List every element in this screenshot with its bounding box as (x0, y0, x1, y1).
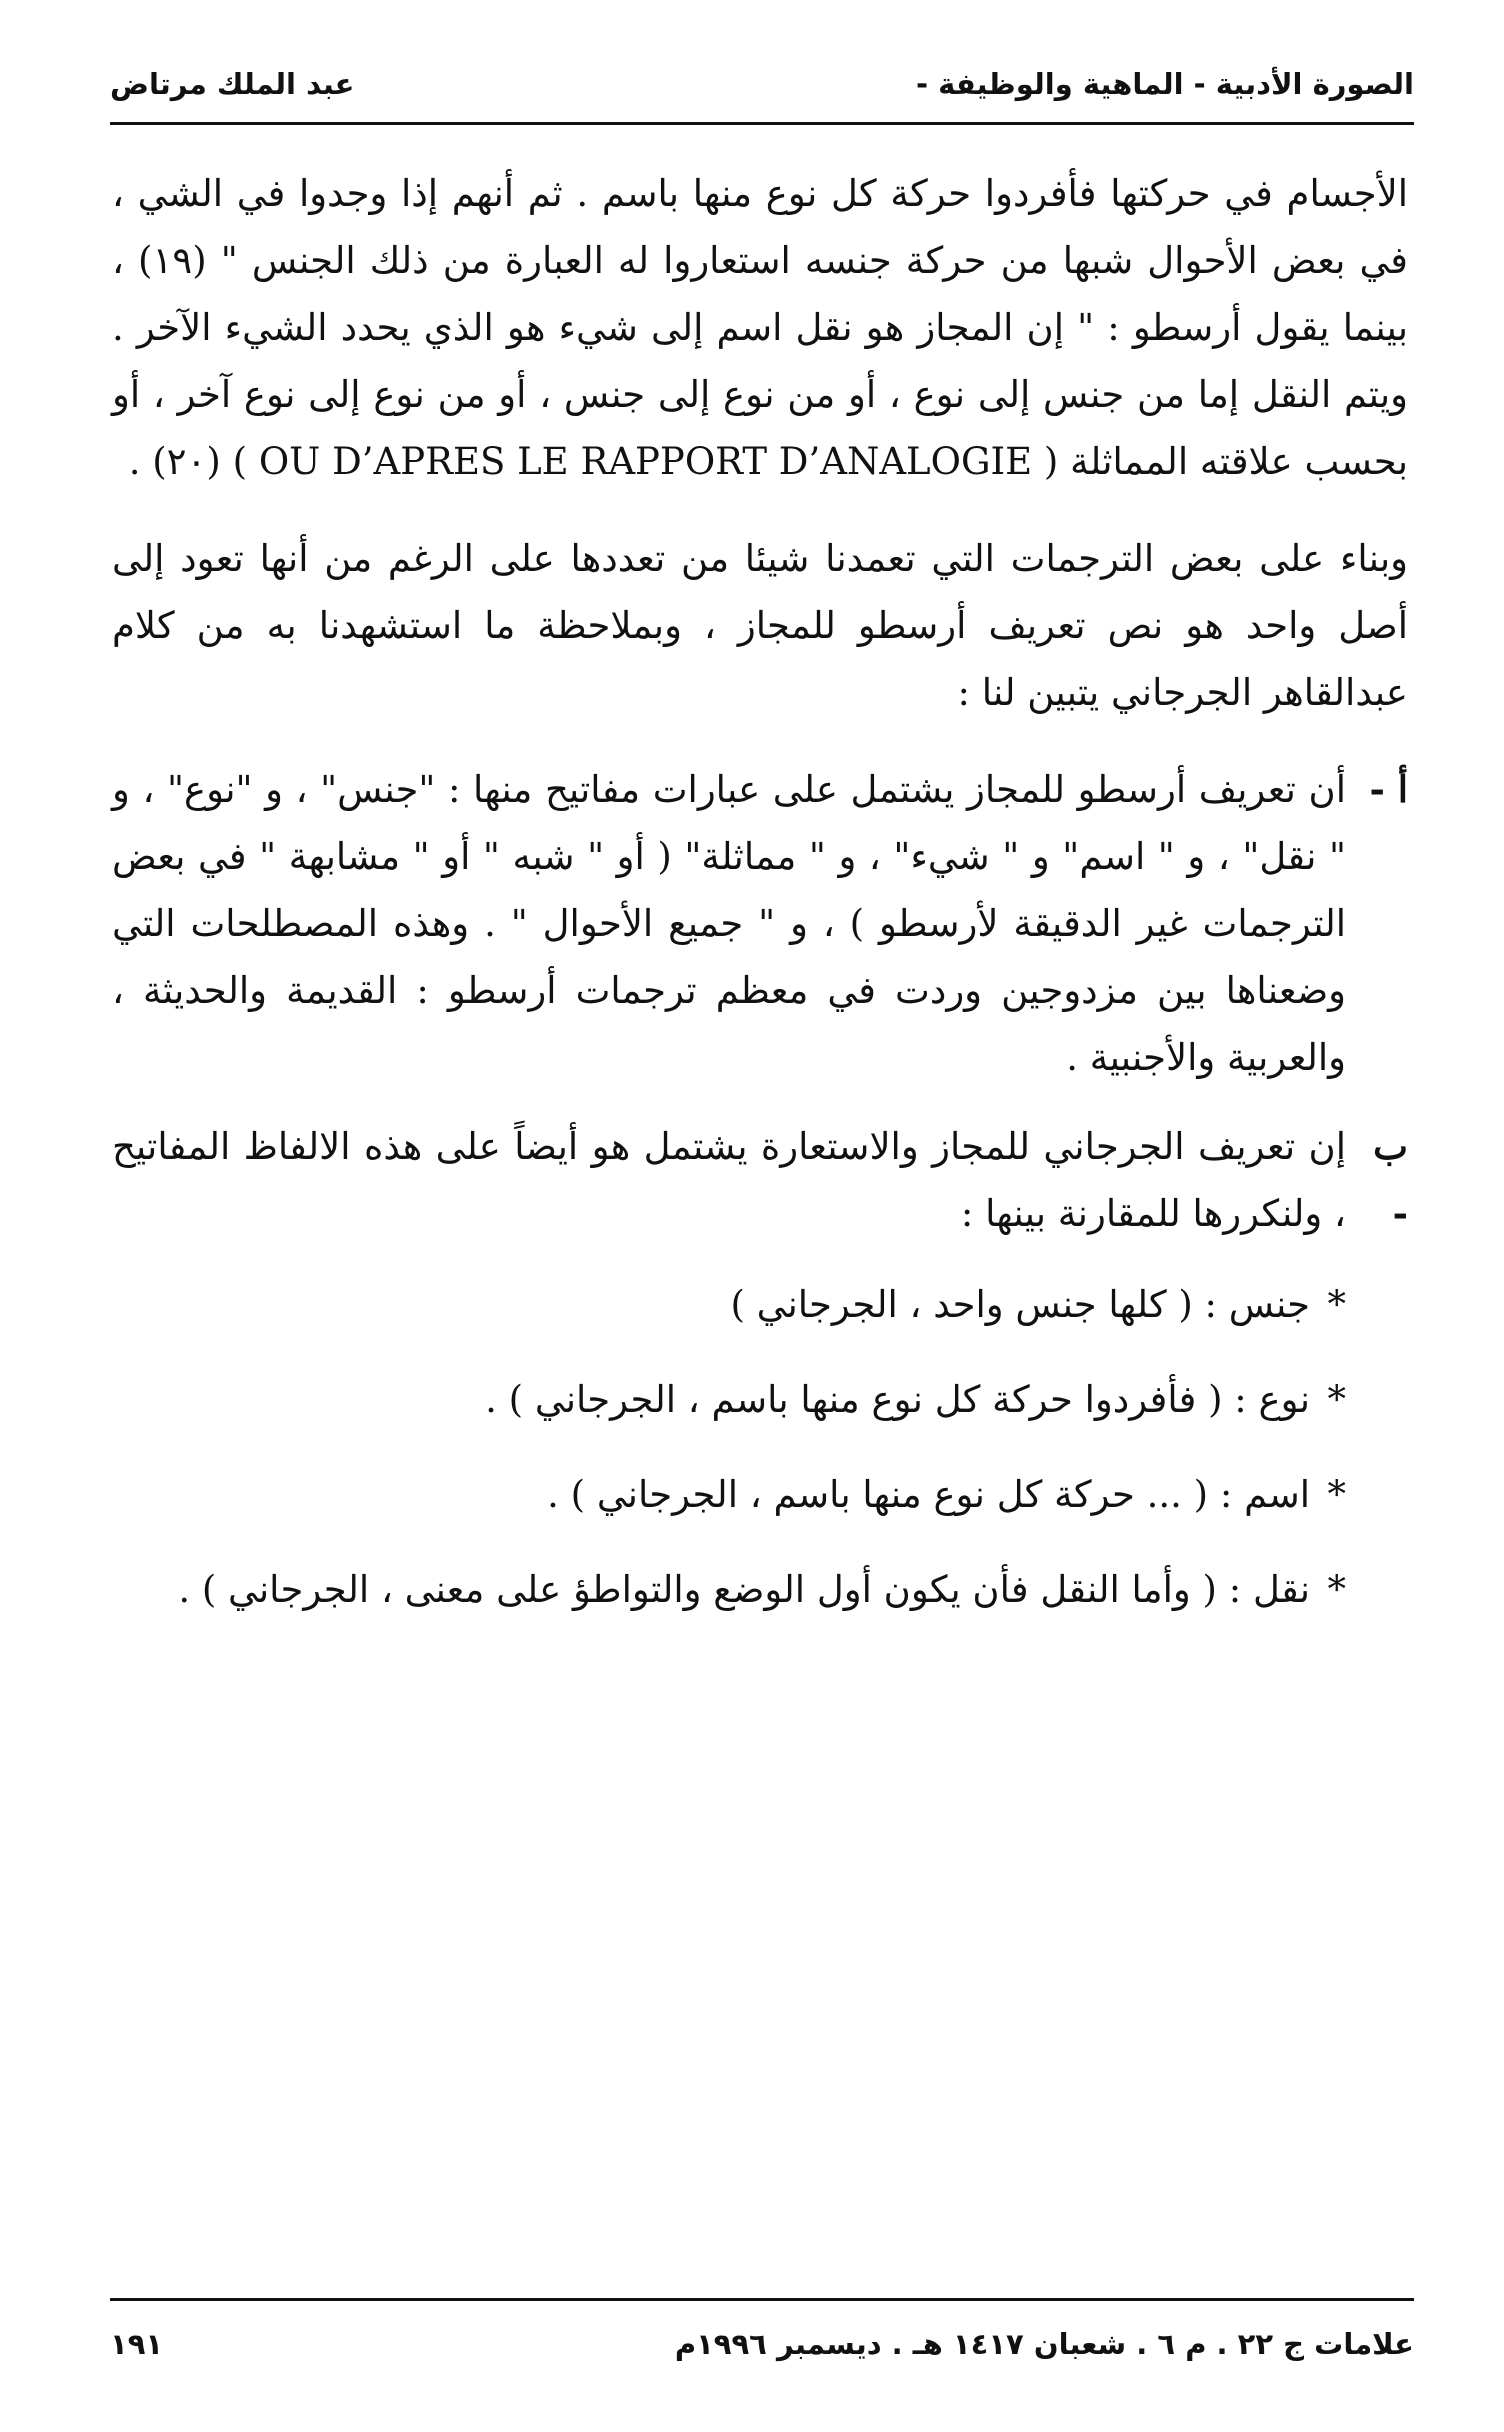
page-body (112, 160, 1408, 1651)
bullet-star: * (1327, 1283, 1346, 1326)
bullet-text: نقل : ( وأما النقل فأن يكون أول الوضع والتواطؤ على معنى ، الجرجاني ) . (178, 1568, 1310, 1611)
bullet-text: نوع : ( فأفردوا حركة كل نوع منها باسم ، الجرجاني ) . (485, 1378, 1310, 1421)
page-number: ١٩١ (110, 2327, 164, 2361)
paragraph-1-footnote-ref: (٢٠) . (128, 440, 221, 483)
bullet-item (112, 1271, 1346, 1338)
list-item-b (112, 1113, 1408, 1247)
running-footer (110, 2318, 1414, 2370)
footer-rule (110, 2298, 1414, 2301)
running-header (110, 58, 1414, 110)
journal-citation: علامات ج ٢٢ . م ٦ . شعبان ١٤١٧ هـ . ديسمبر ١٩٩٦م (674, 2327, 1414, 2361)
header-rule (110, 122, 1414, 125)
bullet-star: * (1327, 1378, 1346, 1421)
bullet-text: جنس : ( كلها جنس واحد ، الجرجاني ) (730, 1283, 1310, 1326)
bullet-star: * (1327, 1473, 1346, 1516)
paragraph-1 (112, 160, 1408, 495)
bullet-text: اسم : ( ... حركة كل نوع منها باسم ، الجرجاني ) . (547, 1473, 1310, 1516)
lettered-list (112, 756, 1408, 1247)
paragraph-1-latin-phrase: ( OU D’APRES LE RAPPORT D’ANALOGIE ) (232, 440, 1059, 483)
paragraph-1-text: الأجسام في حركتها فأفردوا حركة كل نوع منها باسم . ثم أنهم إذا وجدوا في الشي ، في بعض الأحوال شبها من حركة جنسه استعاروا له العبارة من ذلك الجنس " (١٩) ، بينما يقول أرسطو : " إن المجاز هو نقل اسم إلى شيء هو الذي يحدد الشيء الآخر . ويتم النقل إما من جنس إلى نوع ، أو من نوع إلى جنس ، أو من نوع إلى نوع آخر ، أو بحسب علاقته المماثلة (112, 172, 1408, 483)
list-text-a: أن تعريف أرسطو للمجاز يشتمل على عبارات مفاتيح منها : "جنس" ، و "نوع" ، و " نقل" ، و " اسم" و " شيء" ، و " مماثلة" ( أو " شبه " أو " مشابهة " في بعض الترجمات غير الدقيقة لأرسطو ) ، و " جميع الأحوال " . وهذه المصطلحات التي وضعناها بين مزدوجين وردت في معظم ترجمات أرسطو : القديمة والحديثة ، والعربية والأجنبية . (112, 768, 1346, 1079)
term-bullet-list (112, 1271, 1408, 1623)
bullet-item (112, 1556, 1346, 1623)
list-item-a (112, 756, 1408, 1091)
header-title: الصورة الأدبية - الماهية والوظيفة - (915, 67, 1414, 101)
bullet-item (112, 1366, 1346, 1433)
bullet-item (112, 1461, 1346, 1528)
header-author: عبد الملك مرتاض (110, 67, 355, 101)
paragraph-2: وبناء على بعض الترجمات التي تعمدنا شيئا من تعددها على الرغم من أنها تعود إلى أصل واحد هو نص تعريف أرسطو للمجاز ، وبملاحظة ما استشهدنا به من كلام عبدالقاهر الجرجاني يتبين لنا : (112, 537, 1408, 714)
list-text-b: إن تعريف الجرجاني للمجاز والاستعارة يشتمل هو أيضاً على هذه الالفاظ المفاتيح ، ولنكررها للمقارنة بينها : (112, 1125, 1346, 1235)
list-marker-a: أ - (1369, 767, 1408, 811)
bullet-star: * (1327, 1568, 1346, 1611)
list-marker-b: ب - (1373, 1124, 1408, 1235)
